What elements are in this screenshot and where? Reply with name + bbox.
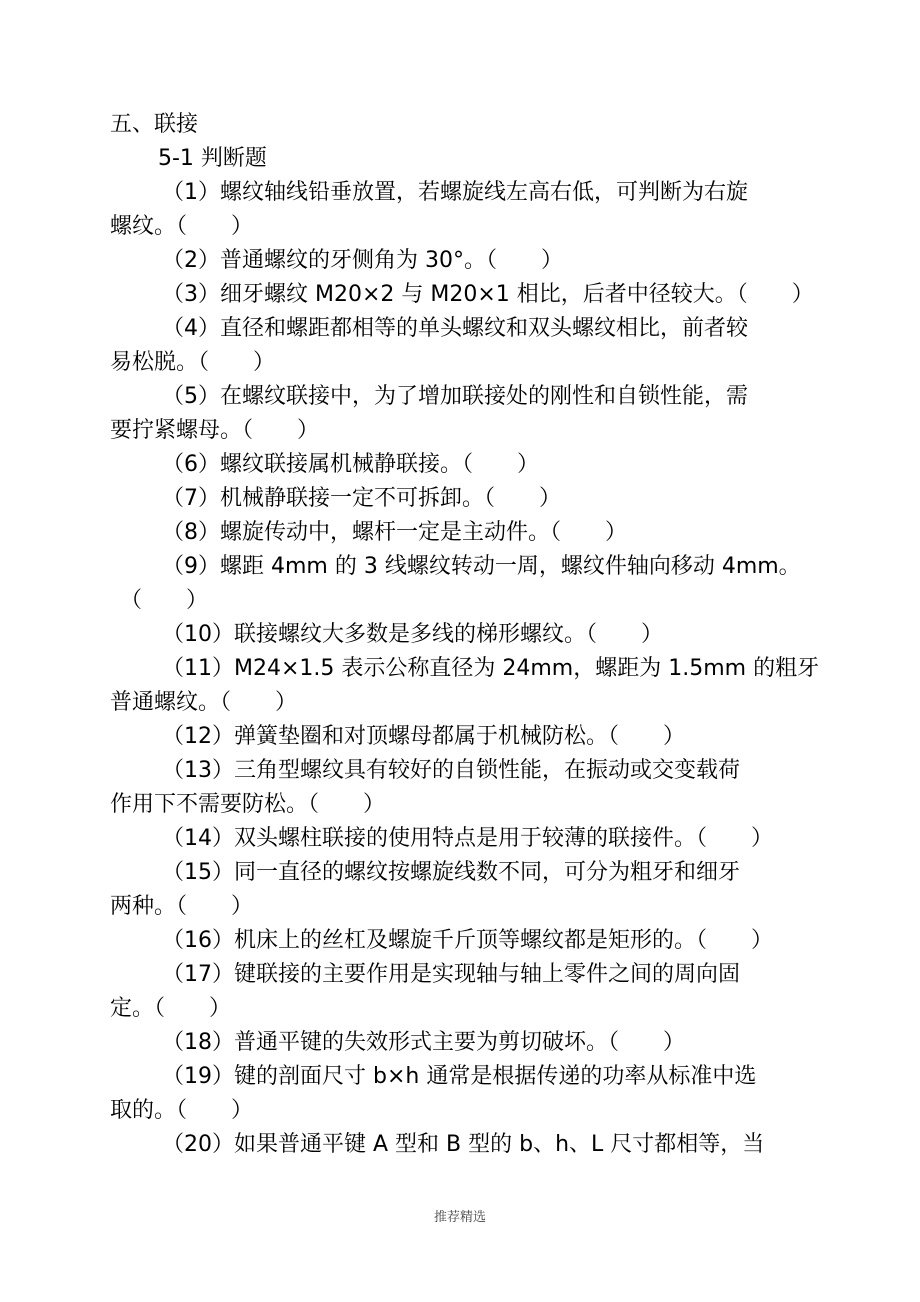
question-item-4-continuation: 易松脱。（ ） (110, 350, 276, 375)
question-item-1-continuation: 螺纹。（ ） (110, 214, 254, 239)
question-item-17-continuation: 定。（ ） (110, 996, 232, 1021)
question-item-19: （19）键的剖面尺寸 b×h 通常是根据传递的功率从标准中选 (162, 1064, 757, 1089)
question-list (110, 176, 830, 1162)
question-item-2: （2）普通螺纹的牙侧角为 30°。（ ） (162, 248, 563, 273)
question-item-17: （17）键联接的主要作用是实现轴与轴上零件之间的周向固 (162, 962, 740, 987)
question-item-18: （18）普通平键的失效形式主要为剪切破坏。（ ） (162, 1030, 685, 1055)
question-item-20: （20）如果普通平键 A 型和 B 型的 b、h、L 尺寸都相等，当 (162, 1132, 765, 1157)
question-item-10: （10）联接螺纹大多数是多线的梯形螺纹。（ ） (162, 622, 663, 647)
question-item-19-continuation: 取的。（ ） (110, 1098, 254, 1123)
question-item-6: （6）螺纹联接属机械静联接。（ ） (162, 452, 539, 477)
question-item-13: （13）三角型螺纹具有较好的自锁性能，在振动或交变载荷 (162, 758, 740, 783)
question-item-15: （15）同一直径的螺纹按螺旋线数不同，可分为粗牙和细牙 (162, 860, 740, 885)
question-item-16: （16）机床上的丝杠及螺旋千斤顶等螺纹都是矩形的。（ ） (162, 928, 773, 953)
question-item-4: （4）直径和螺距都相等的单头螺纹和双头螺纹相比，前者较 (162, 316, 748, 341)
question-item-14: （14）双头螺柱联接的使用特点是用于较薄的联接件。（ ） (162, 826, 773, 851)
subsection-title: 5-1 判断题 (158, 146, 267, 171)
question-item-11: （11）M24×1.5 表示公称直径为 24mm，螺距为 1.5mm 的粗牙 (162, 656, 820, 681)
question-item-9-continuation: （ ） (120, 588, 209, 613)
page-footer: 推荐精选 (433, 1210, 486, 1225)
question-item-3: （3）细牙螺纹 M20×2 与 M20×1 相比，后者中径较大。（ ） (162, 282, 814, 307)
question-item-11-continuation: 普通螺纹。（ ） (110, 690, 298, 715)
question-item-12: （12）弹簧垫圈和对顶螺母都属于机械防松。（ ） (162, 724, 685, 749)
question-item-7: （7）机械静联接一定不可拆卸。（ ） (162, 486, 561, 511)
section-title: 五、联接 (110, 112, 199, 137)
question-item-8: （8）螺旋传动中，螺杆一定是主动件。（ ） (162, 520, 627, 545)
question-item-1: （1）螺纹轴线铅垂放置，若螺旋线左高右低，可判断为右旋 (162, 180, 748, 205)
question-item-13-continuation: 作用下不需要防松。（ ） (110, 792, 386, 817)
question-item-9: （9）螺距 4mm 的 3 线螺纹转动一周，螺纹件轴向移动 4mm。 (162, 554, 801, 579)
question-item-5: （5）在螺纹联接中，为了增加联接处的刚性和自锁性能，需 (162, 384, 748, 409)
question-item-5-continuation: 要拧紧螺母。（ ） (110, 418, 320, 443)
document-body (110, 108, 830, 1162)
question-item-15-continuation: 两种。（ ） (110, 894, 254, 919)
